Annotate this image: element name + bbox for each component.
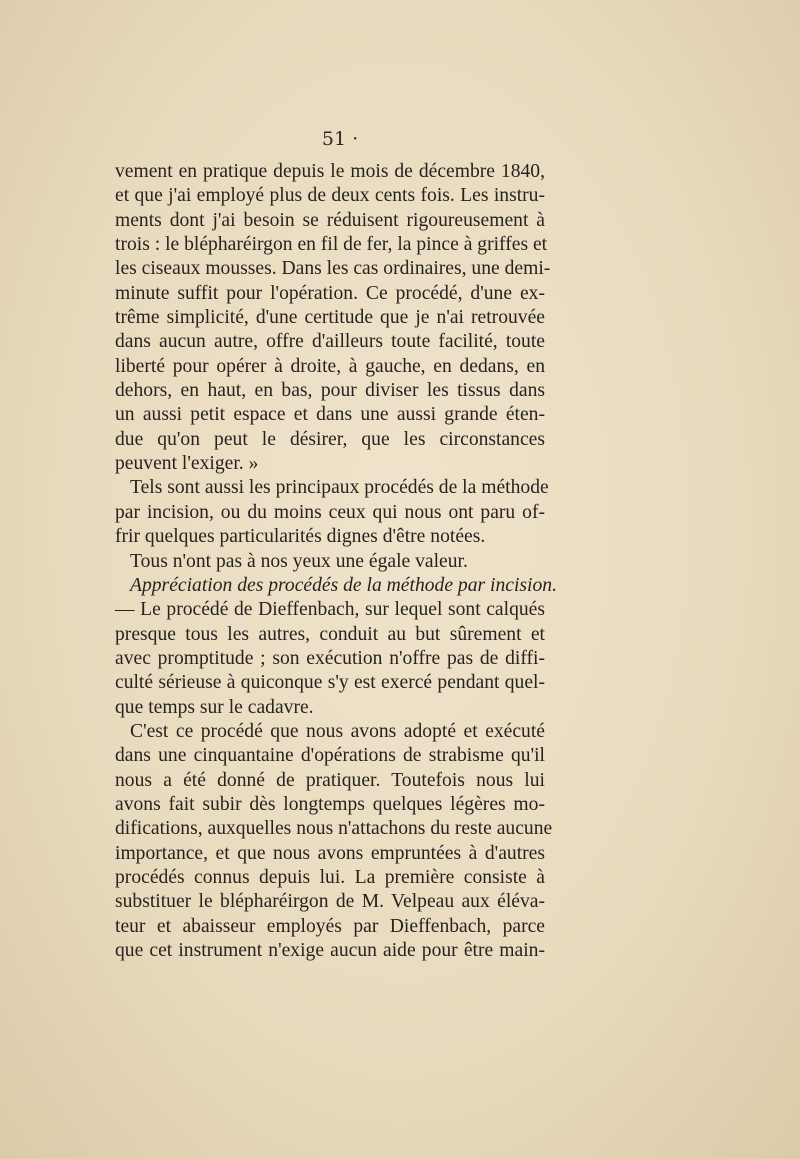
page-number: 51 · [321, 128, 359, 150]
text-line: presque tous les autres, conduit au but sûrement et [115, 623, 545, 645]
text-line: dans aucun autre, offre d'ailleurs toute facilité, toute [115, 331, 545, 353]
text-line: que temps sur le cadavre. [115, 696, 314, 718]
text-line: C'est ce procédé que nous avons adopté et exécuté [130, 720, 545, 742]
text-line: un aussi petit espace et dans une aussi grande éten- [115, 404, 545, 426]
text-line: due qu'on peut le désirer, que les circonstances [115, 428, 545, 450]
text-line: les ciseaux mousses. Dans les cas ordinaires, une demi- [115, 258, 551, 280]
text-line: par incision, ou du moins ceux qui nous ont paru of- [115, 501, 545, 523]
text-line: liberté pour opérer à droite, à gauche, en dedans, en [115, 355, 545, 377]
text-line: importance, et que nous avons empruntées à d'autres [115, 842, 545, 864]
text-line: Tels sont aussi les principaux procédés de la méthode [130, 477, 549, 499]
text-line: nous a été donné de pratiquer. Toutefois nous lui [115, 769, 545, 791]
text-line: procédés connus depuis lui. La première consiste à [115, 866, 545, 888]
text-line: avec promptitude ; son exécution n'offre pas de diffi- [115, 647, 545, 669]
text-line: teur et abaisseur employés par Dieffenbach, parce [115, 915, 545, 937]
text-line: ments dont j'ai besoin se réduisent rigoureusement à [115, 209, 545, 231]
section-heading: Appréciation des procédés de la méthode par incision. [130, 574, 557, 596]
text-line: trois : le blépharéirgon en fil de fer, la pince à griffes et [115, 234, 548, 256]
text-line: et que j'ai employé plus de deux cents fois. Les instru- [115, 185, 545, 207]
text-line: dans une cinquantaine d'opérations de strabisme qu'il [115, 745, 545, 767]
text-line: substituer le blépharéirgon de M. Velpeau aux éléva- [115, 891, 545, 913]
text-line: trême simplicité, d'une certitude que je n'ai retrouvée [115, 307, 545, 329]
text-line: — Le procédé de Dieffenbach, sur lequel sont calqués [115, 599, 545, 621]
text-line: vement en pratique depuis le mois de décembre 1840, [115, 161, 545, 182]
text-line: culté sérieuse à quiconque s'y est exercé pendant quel- [115, 672, 545, 694]
body-text [115, 160, 557, 963]
text-line: frir quelques particularités dignes d'être notées. [115, 526, 486, 548]
text-line: minute suffit pour l'opération. Ce procédé, d'une ex- [115, 282, 545, 304]
text-line: que cet instrument n'exige aucun aide pour être main- [115, 940, 545, 961]
text-line: dehors, en haut, en bas, pour diviser les tissus dans [115, 380, 545, 402]
text-line: avons fait subir dès longtemps quelques légères mo- [115, 793, 545, 815]
text-line: difications, auxquelles nous n'attachons du reste aucune [115, 818, 553, 840]
text-line: Tous n'ont pas à nos yeux une égale valeur. [130, 550, 468, 572]
text-line: peuvent l'exiger. » [115, 453, 259, 475]
